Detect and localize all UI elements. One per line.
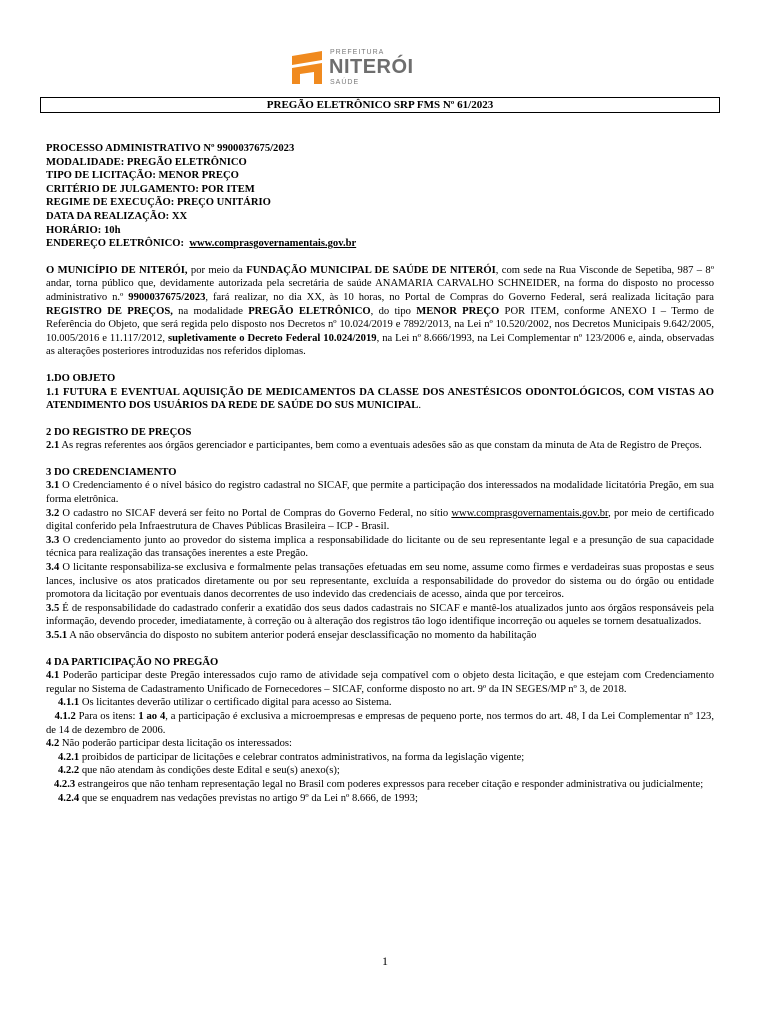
header-line: DATA DA REALIZAÇÃO: XX [46,210,188,222]
clause-3-3: 3.3 O credenciamento junto ao provedor do sistema implica a responsabilidade do licitante ou de seu representante legal e a presunção de sua capacidade técnica para realização das transações inerentes a este Pregão. [46,534,714,560]
logo-prefix: PREFEITURA [330,49,385,56]
page-number: 1 [382,954,388,968]
clause-4-2-4: 4.2.4 que se enquadrem nas vedações previstas no artigo 9º da Lei nº 8.666, de 1993; [58,792,418,804]
clause-4-2-2: 4.2.2 que não atendam às condições deste Edital e seu(s) anexo(s); [58,765,340,777]
header-line: CRITÉRIO DE JULGAMENTO: POR ITEM [46,183,255,195]
header-line: PROCESSO ADMINISTRATIVO Nº 9900037675/2023 [46,143,295,154]
niteroi-logo [290,46,470,90]
clause-4-2: 4.2 Não poderão participar desta licitação os interessados: [46,738,292,750]
address-label: ENDEREÇO ELETRÔNICO: [46,238,185,250]
clause-2-1: 2.1 As regras referentes aos órgãos gerenciador e participantes, bem como a eventuais adesões são as que constam da minuta de Ata de Registro de Preços. [46,440,702,452]
niteroi-logo-icon [290,48,324,86]
clause-3-1: 3.1 O Credenciamento é o nível básico do registro cadastral no SICAF, que permite a participação dos interessados na modalidade licitatória Pregão, em sua forma eletrônica. [46,480,714,506]
header-line: TIPO DE LICITAÇÃO: MENOR PREÇO [46,170,239,182]
clause-3-4: 3.4 O licitante responsabiliza-se exclusiva e formalmente pelas transações efetuadas em seu nome, assume como firmes e verdadeiras suas propostas e seus lances, inclusive os atos praticados diretamente ou por seu representante, excluída a responsabilidade do provedor do sistema ou do órgão ou entidade promotora da licitação por eventuais danos decorrentes de uso indevido das credenciais de acesso, ainda que por terceiros. [46,562,714,601]
clause-4-1-2: 4.1.2 Para os itens: 1 ao 4, a participação é exclusiva a microempresas e empresas de pequeno porte, nos termos do art. 48, I da Lei Complementar nº 123, de 14 de dezembro de 2006. [46,710,715,736]
address-link[interactable]: www.comprasgovernamentais.gov.br [189,238,357,250]
clause-4-2-1: 4.2.1 proibidos de participar de licitações e celebrar contratos administrativos, na forma da legislação vigente; [58,751,525,763]
clause-4-1: 4.1 Poderão participar deste Pregão interessados cujo ramo de atividade seja compatível com o objeto desta licitação, e que estejam com Credenciamento regular no Sistema de Cadastramento Unificado de Fornecedores – SICAF, conforme disposto no art. 9º da IN SEGES/MP nº 3, de 2018. [46,670,714,695]
logo-suffix: SAÚDE [330,79,360,86]
section-3-heading: 3 DO CREDENCIAMENTO [46,466,177,478]
document-body [46,142,714,805]
clause-3-2: 3.2 O cadastro no SICAF deverá ser feito no Portal de Compras do Governo Federal, no sítio www.comprasgovernamentais.gov.br, por meio de certificado digital conferido pela Infraestrutura de Chaves Públicas Brasileira – ICP - Brasil. [46,507,714,533]
header-line: MODALIDADE: PREGÃO ELETRÔNICO [46,156,247,168]
document-title: PREGÃO ELETRÔNICO SRP FMS Nº 61/2023 [40,97,720,113]
clause-3-5-1: 3.5.1 A não observância do disposto no subitem anterior poderá ensejar desclassificação no momento da habilitação [46,630,537,641]
address-line [46,237,714,251]
clause-4-1-1: 4.1.1 Os licitantes deverão utilizar o certificado digital para acesso ao Sistema. [58,697,392,709]
header-line: REGIME DE EXECUÇÃO: PREÇO UNITÁRIO [46,197,271,209]
intro-paragraph: O MUNICÍPIO DE NITERÓI, por meio da FUNDAÇÃO MUNICIPAL DE SAÚDE DE NITERÓI, com sede na Rua Visconde de Sepetiba, 987 – 8º andar, torna público que, devidamente autorizada pela secretária de saúde ANAMARIA CARVALHO SCHNEIDER, na forma do disposto no processo administrativo n.º 9900037675/2023, fará realizar, no dia XX, às 10 horas, no Portal de Compras do Governo Federal, será realizada licitação para REGISTRO DE PREÇOS, na modalidade PREGÃO ELETRÔNICO, do tipo MENOR PREÇO POR ITEM, conforme ANEXO I – Termo de Referência do Objeto, que será regida pelo disposto nos Decretos nº 10.024/2019 e 7892/2013, na Lei nº 10.520/2002, nos Decretos Municipais 9.642/2005, 10.005/2016 e 11.117/2012, supletivamente o Decreto Federal 10.024/2019, na Lei nº 8.666/1993, na Lei Complementar nº 123/2006 e, ainda, observadas as alterações posteriores introduzidas nos referidos diplomas. [46,264,714,358]
section-1-text: 1.1 FUTURA E EVENTUAL AQUISIÇÃO DE MEDICAMENTOS DA CLASSE DOS ANESTÉSICOS ODONTOLÓGICOS, COM VISTAS AO ATENDIMENTO DOS USUÁRIOS DA REDE DE SAÚDE DO SUS MUNICIPAL. [46,386,714,412]
section-4-heading: 4 DA PARTICIPAÇÃO NO PREGÃO [46,656,219,668]
section-2-heading: 2 DO REGISTRO DE PREÇOS [46,426,192,438]
section-1-heading: 1.DO OBJETO [46,372,116,384]
logo-name: NITERÓI [329,56,414,78]
portal-link[interactable]: www.comprasgovernamentais.gov.br [451,507,609,519]
clause-3-5: 3.5 É de responsabilidade do cadastrado conferir a exatidão dos seus dados cadastrais no SICAF e mantê-los atualizados junto aos órgãos responsáveis pela informação, devendo proceder, imediatamente, à correção ou à alteração dos registros tão logo identifique incorreção ou aqueles se tornem desatualizados. [46,602,714,628]
header-line: HORÁRIO: 10h [46,224,121,236]
process-header [46,142,714,251]
clause-4-2-3: 4.2.3 estrangeiros que não tenham representação legal no Brasil com poderes expressos para receber citação e responder administrativa ou judicialmente; [53,778,704,790]
